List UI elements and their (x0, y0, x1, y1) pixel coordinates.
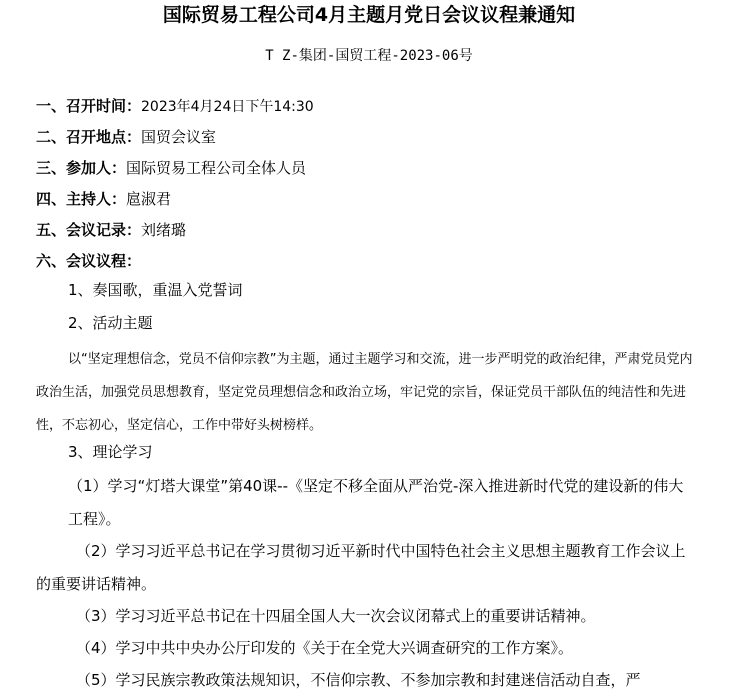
item-participants (36, 157, 306, 179)
agenda-item-theme: 2、活动主题 (68, 314, 153, 332)
item-agenda-label: 六、会议议程： (36, 252, 142, 270)
study-item-5: （5）学习民族宗教政策法规知识，不信仰宗教、不参加宗教和封建迷信活动自查，严 (76, 671, 641, 689)
agenda-item-anthem: 1、奏国歌，重温入党誓词 (68, 281, 243, 299)
item-host-value: 扈淑君 (126, 190, 172, 208)
item-agenda (36, 250, 141, 272)
study-item-2-text: （2）学习习近平总书记在学习贯彻习近平新时代中国特色社会主义思想主题教育工作会议上的重要讲话精神。 (36, 542, 686, 593)
document-number: T Z-集团-国贸工程-2023-06号 (265, 48, 473, 64)
study-item-4: （4）学习中共中央办公厅印发的《关于在全党大兴调查研究的工作方案》。 (76, 639, 574, 657)
item-location-value: 国贸会议室 (141, 128, 217, 146)
theme-paragraph-text: 以“坚定理想信念，党员不信仰宗教”为主题，通过主题学习和交流，进一步严明党的政治纪律，严肃党员党内政治生活，加强党员思想教育，坚定党员理想信念和政治立场，牢记党的宗旨，保证党员干部队伍的纯洁性和先进性，不忘初心，坚定信心，工作中带好头树榜样。 (36, 352, 693, 433)
item-recorder-value: 刘绪璐 (141, 221, 187, 239)
item-time-value: 2023年4月24日下午14:30 (141, 99, 314, 115)
item-location (36, 126, 216, 148)
item-time (36, 95, 314, 118)
item-recorder-label: 五、会议记录： (36, 221, 142, 239)
item-time-label: 一、召开时间： (36, 97, 142, 115)
theme-paragraph (36, 343, 696, 442)
item-host-label: 四、主持人： (36, 190, 127, 208)
document-title: 国际贸易工程公司4月主题月党日会议议程兼通知 (162, 4, 576, 26)
study-item-1-text: （1）学习“灯塔大课堂”第40课--《坚定不移全面从严治党-深入推进新时代党的建设新的伟大工程》。 (68, 477, 684, 528)
item-host (36, 188, 171, 210)
study-item-1 (68, 470, 688, 536)
item-recorder (36, 219, 186, 241)
study-item-3: （3）学习习近平总书记在十四届全国人大一次会议闭幕式上的重要讲话精神。 (76, 607, 596, 625)
item-participants-label: 三、参加人： (36, 159, 127, 177)
item-location-label: 二、召开地点： (36, 128, 142, 146)
agenda-item-study: 3、理论学习 (68, 443, 153, 461)
item-participants-value: 国际贸易工程公司全体人员 (126, 159, 307, 177)
study-item-2 (36, 535, 686, 601)
